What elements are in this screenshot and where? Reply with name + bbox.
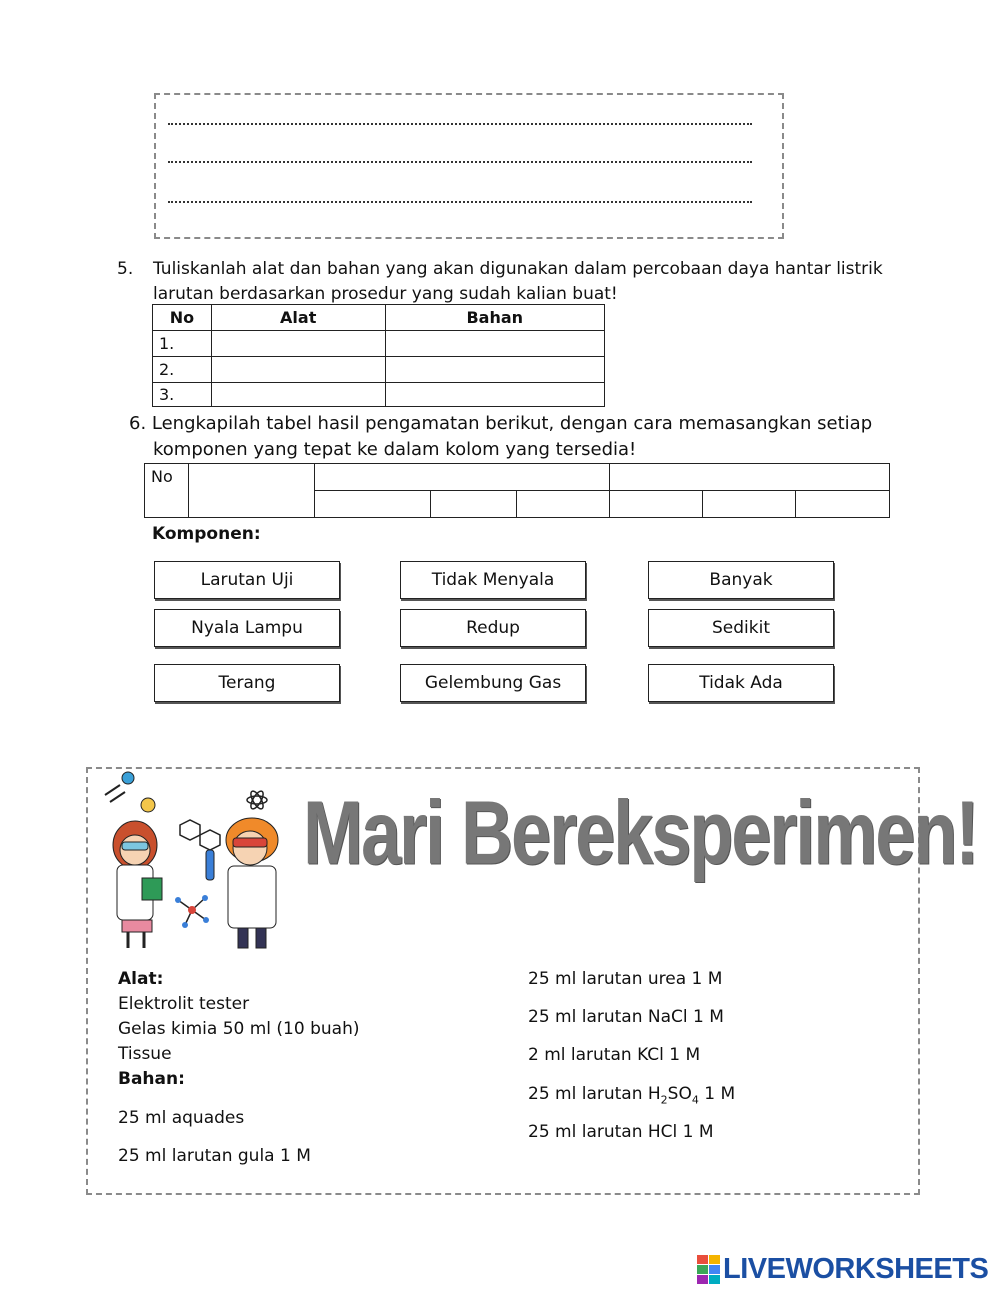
- q6-drop-sub-5[interactable]: [703, 491, 796, 518]
- answer-box-q4: [154, 93, 784, 239]
- q5-row-no: 1.: [153, 331, 212, 357]
- q6-drop-header-a[interactable]: [314, 464, 610, 491]
- q5-alat-input-3[interactable]: [211, 383, 385, 407]
- q5-bahan-input-2[interactable]: [385, 357, 605, 383]
- bahan-item: 2 ml larutan KCl 1 M: [528, 1045, 701, 1065]
- table-row: [153, 383, 605, 407]
- q5-text-line2: larutan berdasarkan prosedur yang sudah kalian buat!: [153, 284, 618, 304]
- komponen-sedikit[interactable]: Sedikit: [648, 609, 834, 647]
- h2so4-sub1: 2: [660, 1093, 668, 1107]
- bahan-item: 25 ml larutan gula 1 M: [118, 1146, 311, 1166]
- q5-row-no: 2.: [153, 357, 212, 383]
- q5-text-line1: Tuliskanlah alat dan bahan yang akan digunakan dalam percobaan daya hantar listrik: [153, 259, 883, 279]
- bahan-label: Bahan:: [118, 1069, 185, 1089]
- q5-alat-input-1[interactable]: [211, 331, 385, 357]
- alat-item: Tissue: [118, 1044, 172, 1064]
- h2so4-suffix: 1 M: [698, 1084, 736, 1104]
- q6-text-line1: 6. Lengkapilah tabel hasil pengamatan berikut, dengan cara memasangkan setiap: [129, 413, 873, 434]
- q5-row-no: 3.: [153, 383, 212, 407]
- q5-bahan-input-1[interactable]: [385, 331, 605, 357]
- q5-alat-input-2[interactable]: [211, 357, 385, 383]
- q6-drop-larutan-uji[interactable]: [188, 464, 314, 518]
- logo-blocks-icon: [697, 1255, 721, 1285]
- bahan-item: 25 ml larutan NaCl 1 M: [528, 1007, 724, 1027]
- alat-item: Elektrolit tester: [118, 994, 250, 1014]
- bahan-item: 25 ml larutan urea 1 M: [528, 969, 723, 989]
- q5-table: [152, 304, 605, 407]
- q5-number: 5.: [117, 259, 134, 279]
- h2so4-mid: SO: [667, 1084, 692, 1104]
- answer-line-3[interactable]: [168, 201, 752, 203]
- logo-text: LIVEWORKSHEETS: [723, 1253, 989, 1285]
- komponen-tidak-ada[interactable]: Tidak Ada: [648, 664, 834, 702]
- komponen-gelembung-gas[interactable]: Gelembung Gas: [400, 664, 586, 702]
- komponen-label: Komponen:: [152, 524, 261, 544]
- experiment-title: Mari Bereksperimen!: [303, 783, 978, 884]
- alat-item: Gelas kimia 50 ml (10 buah): [118, 1019, 360, 1039]
- q6-drop-header-b[interactable]: [610, 464, 890, 491]
- q6-drop-sub-3[interactable]: [516, 491, 610, 518]
- komponen-nyala-lampu[interactable]: Nyala Lampu: [154, 609, 340, 647]
- q6-text-line2: komponen yang tepat ke dalam kolom yang tersedia!: [153, 439, 637, 460]
- alat-list: [118, 967, 360, 1092]
- komponen-terang[interactable]: Terang: [154, 664, 340, 702]
- bahan-item: 25 ml aquades: [118, 1108, 245, 1128]
- q6-drop-sub-2[interactable]: [430, 491, 516, 518]
- scientists-illustration: [100, 770, 300, 955]
- komponen-tidak-menyala[interactable]: Tidak Menyala: [400, 561, 586, 599]
- komponen-redup[interactable]: Redup: [400, 609, 586, 647]
- q5-header-bahan: Bahan: [385, 305, 605, 331]
- q6-drop-sub-4[interactable]: [610, 491, 703, 518]
- table-row: [153, 357, 605, 383]
- answer-line-2[interactable]: [168, 161, 752, 163]
- q6-table: [144, 463, 890, 518]
- q6-drop-sub-6[interactable]: [796, 491, 890, 518]
- q5-header-alat: Alat: [211, 305, 385, 331]
- h2so4-sub2: 4: [691, 1093, 699, 1107]
- alat-label: Alat:: [118, 969, 164, 989]
- komponen-larutan-uji[interactable]: Larutan Uji: [154, 561, 340, 599]
- komponen-banyak[interactable]: Banyak: [648, 561, 834, 599]
- answer-line-1[interactable]: [168, 123, 752, 125]
- bahan-item: 25 ml larutan HCl 1 M: [528, 1122, 714, 1142]
- q5-bahan-input-3[interactable]: [385, 383, 605, 407]
- liveworksheets-logo: [697, 1253, 988, 1286]
- q5-header-no: No: [153, 305, 212, 331]
- bahan-item-h2so4: [528, 1082, 735, 1112]
- table-row: [153, 331, 605, 357]
- h2so4-prefix: 25 ml larutan H: [528, 1084, 661, 1104]
- q6-header-no: No: [145, 464, 189, 518]
- q6-drop-sub-1[interactable]: [314, 491, 430, 518]
